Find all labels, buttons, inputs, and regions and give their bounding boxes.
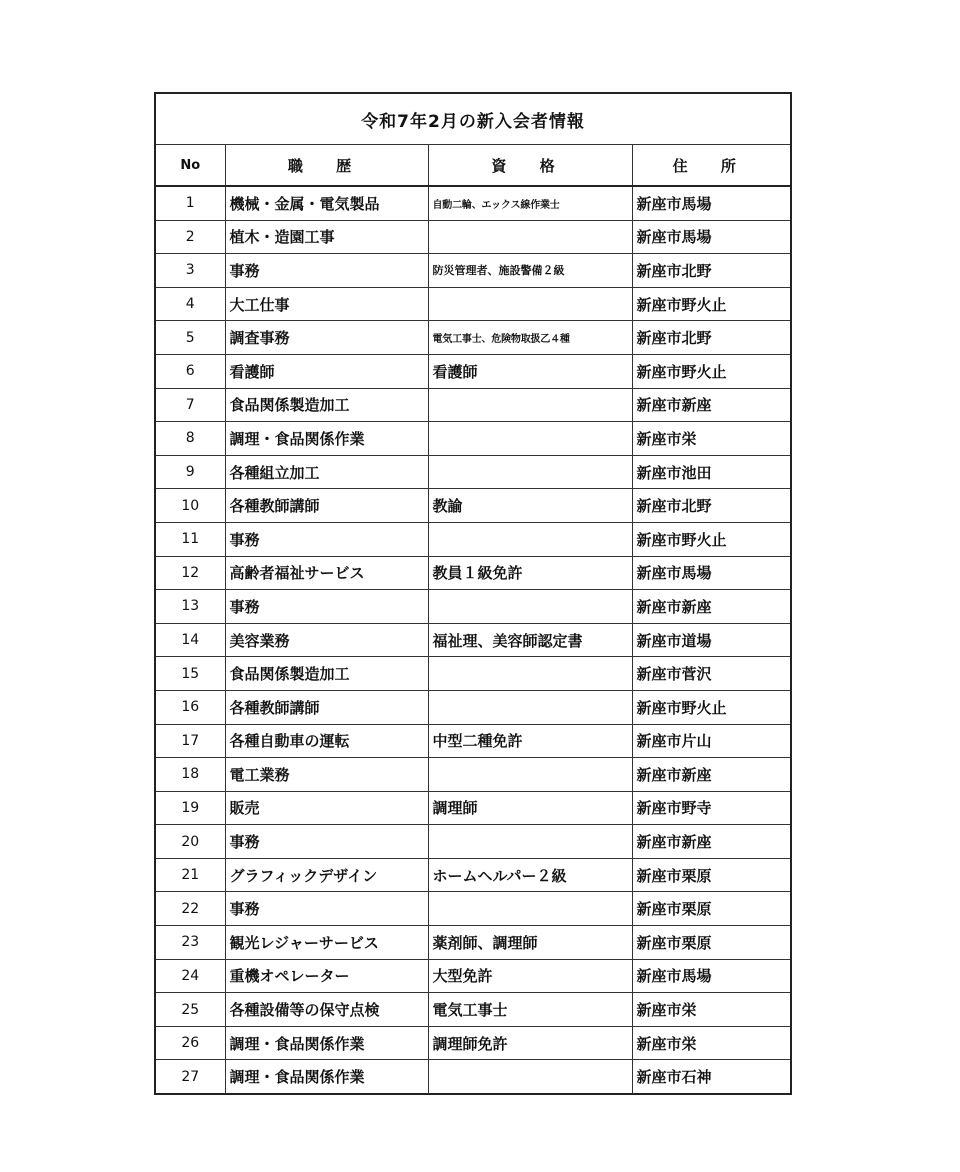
cell-address: 新座市菅沢: [632, 657, 791, 691]
cell-career: 調理・食品関係作業: [225, 422, 428, 456]
table-row: [155, 926, 791, 960]
table-row: [155, 422, 791, 456]
cell-address: 新座市池田: [632, 455, 791, 489]
cell-qualification: [428, 892, 632, 926]
cell-address: 新座市栗原: [632, 858, 791, 892]
cell-qualification: 福祉理、美容師認定書: [428, 623, 632, 657]
cell-address: 新座市新座: [632, 825, 791, 859]
table-row: [155, 892, 791, 926]
cell-qualification: 教諭: [428, 489, 632, 523]
cell-career: 大工仕事: [225, 287, 428, 321]
table-row: [155, 455, 791, 489]
cell-qualification: 中型二種免許: [428, 724, 632, 758]
cell-no: 14: [155, 623, 225, 657]
cell-qualification: [428, 758, 632, 792]
cell-no: 11: [155, 522, 225, 556]
cell-qualification: 電気工事士、危険物取扱乙４種: [428, 321, 632, 355]
cell-address: 新座市栄: [632, 422, 791, 456]
cell-career: 調理・食品関係作業: [225, 1026, 428, 1060]
cell-career: 食品関係製造加工: [225, 657, 428, 691]
table-row: [155, 993, 791, 1027]
cell-career: 看護師: [225, 354, 428, 388]
table-row: [155, 220, 791, 254]
cell-address: 新座市新座: [632, 758, 791, 792]
cell-address: 新座市馬場: [632, 220, 791, 254]
cell-qualification: 看護師: [428, 354, 632, 388]
cell-address: 新座市野火止: [632, 522, 791, 556]
cell-no: 27: [155, 1060, 225, 1094]
cell-career: 高齢者福祉サービス: [225, 556, 428, 590]
cell-no: 4: [155, 287, 225, 321]
cell-qualification: 教員１級免許: [428, 556, 632, 590]
cell-career: 事務: [225, 522, 428, 556]
table-row: [155, 825, 791, 859]
cell-no: 16: [155, 690, 225, 724]
cell-no: 15: [155, 657, 225, 691]
cell-career: 各種教師講師: [225, 489, 428, 523]
cell-career: 事務: [225, 825, 428, 859]
cell-no: 21: [155, 858, 225, 892]
cell-career: 重機オペレーター: [225, 959, 428, 993]
cell-career: 美容業務: [225, 623, 428, 657]
cell-qualification: 薬剤師、調理師: [428, 926, 632, 960]
cell-no: 24: [155, 959, 225, 993]
table-row: [155, 489, 791, 523]
table-row: [155, 623, 791, 657]
cell-no: 25: [155, 993, 225, 1027]
cell-address: 新座市野寺: [632, 791, 791, 825]
cell-qualification: 自動二輪、エックス線作業士: [428, 186, 632, 220]
cell-career: 食品関係製造加工: [225, 388, 428, 422]
header-no: No: [155, 145, 225, 187]
table-row: [155, 522, 791, 556]
cell-career: 機械・金属・電気製品: [225, 186, 428, 220]
cell-address: 新座市北野: [632, 321, 791, 355]
cell-career: 植木・造園工事: [225, 220, 428, 254]
cell-no: 3: [155, 254, 225, 288]
table-row: [155, 254, 791, 288]
cell-career: 事務: [225, 590, 428, 624]
cell-qualification: [428, 522, 632, 556]
cell-qualification: [428, 455, 632, 489]
cell-address: 新座市野火止: [632, 354, 791, 388]
cell-no: 7: [155, 388, 225, 422]
header-row: [155, 145, 791, 187]
cell-qualification: [428, 690, 632, 724]
cell-address: 新座市栄: [632, 1026, 791, 1060]
cell-qualification: [428, 422, 632, 456]
cell-address: 新座市馬場: [632, 556, 791, 590]
cell-address: 新座市石神: [632, 1060, 791, 1094]
members-table: [154, 92, 792, 1095]
cell-no: 9: [155, 455, 225, 489]
cell-address: 新座市北野: [632, 254, 791, 288]
cell-address: 新座市片山: [632, 724, 791, 758]
table-row: [155, 1060, 791, 1094]
table-row: [155, 388, 791, 422]
cell-address: 新座市馬場: [632, 186, 791, 220]
cell-qualification: ホームヘルパー２級: [428, 858, 632, 892]
cell-address: 新座市新座: [632, 388, 791, 422]
cell-career: 各種教師講師: [225, 690, 428, 724]
table-row: [155, 758, 791, 792]
cell-qualification: [428, 388, 632, 422]
cell-no: 10: [155, 489, 225, 523]
table-row: [155, 791, 791, 825]
header-career: 職 歴: [225, 145, 428, 187]
cell-address: 新座市野火止: [632, 690, 791, 724]
cell-career: 各種組立加工: [225, 455, 428, 489]
cell-address: 新座市栄: [632, 993, 791, 1027]
cell-career: 販売: [225, 791, 428, 825]
cell-no: 13: [155, 590, 225, 624]
cell-qualification: 大型免許: [428, 959, 632, 993]
table-row: [155, 724, 791, 758]
header-address: 住 所: [632, 145, 791, 187]
table-row: [155, 287, 791, 321]
table-row: [155, 354, 791, 388]
cell-address: 新座市北野: [632, 489, 791, 523]
cell-no: 20: [155, 825, 225, 859]
cell-no: 2: [155, 220, 225, 254]
cell-no: 26: [155, 1026, 225, 1060]
table-row: [155, 657, 791, 691]
cell-qualification: 電気工事士: [428, 993, 632, 1027]
cell-address: 新座市栗原: [632, 926, 791, 960]
cell-career: 各種自動車の運転: [225, 724, 428, 758]
cell-career: 事務: [225, 254, 428, 288]
cell-address: 新座市野火止: [632, 287, 791, 321]
cell-qualification: [428, 220, 632, 254]
cell-no: 23: [155, 926, 225, 960]
cell-qualification: [428, 825, 632, 859]
table-row: [155, 590, 791, 624]
title-row: [155, 93, 791, 145]
cell-qualification: [428, 657, 632, 691]
cell-no: 18: [155, 758, 225, 792]
cell-qualification: [428, 590, 632, 624]
cell-career: 調査事務: [225, 321, 428, 355]
cell-qualification: [428, 287, 632, 321]
cell-career: 事務: [225, 892, 428, 926]
cell-no: 17: [155, 724, 225, 758]
cell-address: 新座市道場: [632, 623, 791, 657]
cell-no: 1: [155, 186, 225, 220]
table-row: [155, 1026, 791, 1060]
table-body: [155, 186, 791, 1094]
cell-career: グラフィックデザイン: [225, 858, 428, 892]
table-row: [155, 959, 791, 993]
cell-no: 8: [155, 422, 225, 456]
cell-address: 新座市馬場: [632, 959, 791, 993]
table-row: [155, 186, 791, 220]
table-row: [155, 690, 791, 724]
cell-career: 調理・食品関係作業: [225, 1060, 428, 1094]
cell-qualification: 調理師: [428, 791, 632, 825]
cell-career: 各種設備等の保守点検: [225, 993, 428, 1027]
table-row: [155, 556, 791, 590]
table-row: [155, 858, 791, 892]
cell-no: 19: [155, 791, 225, 825]
cell-qualification: [428, 1060, 632, 1094]
cell-no: 5: [155, 321, 225, 355]
cell-career: 観光レジャーサービス: [225, 926, 428, 960]
table-row: [155, 321, 791, 355]
cell-no: 22: [155, 892, 225, 926]
table-title: 令和7年2月の新入会者情報: [155, 93, 791, 145]
cell-address: 新座市新座: [632, 590, 791, 624]
cell-career: 電工業務: [225, 758, 428, 792]
cell-no: 6: [155, 354, 225, 388]
cell-address: 新座市栗原: [632, 892, 791, 926]
cell-no: 12: [155, 556, 225, 590]
cell-qualification: 調理師免許: [428, 1026, 632, 1060]
cell-qualification: 防災管理者、施設警備２級: [428, 254, 632, 288]
header-qualification: 資 格: [428, 145, 632, 187]
